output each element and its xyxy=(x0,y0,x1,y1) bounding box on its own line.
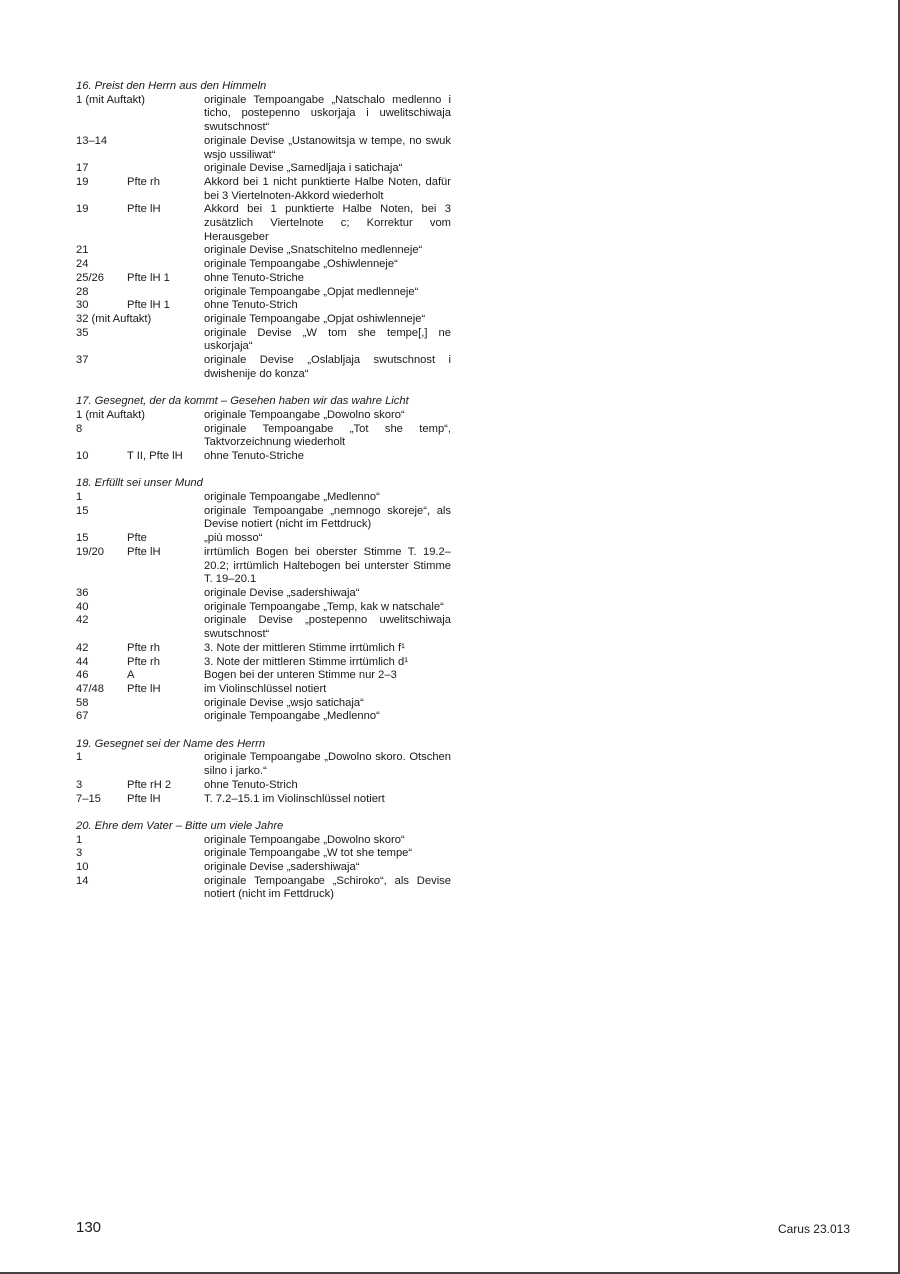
remark-text: originale Tempoangabe „nemnogo skoreje“, als Devise notiert (nicht im Fettdruck) xyxy=(204,504,451,531)
report-entry xyxy=(76,423,451,450)
voice-part: Pfte lH xyxy=(127,792,161,805)
report-entry xyxy=(76,176,451,203)
bar-number: 15 xyxy=(76,504,89,517)
voice-part: Pfte rh xyxy=(127,655,160,668)
report-entry xyxy=(76,313,451,327)
bar-number: 7–15 xyxy=(76,792,101,805)
bar-number: 19 xyxy=(76,203,89,216)
voice-part xyxy=(127,847,204,861)
voice-part xyxy=(127,258,204,272)
bar-number: 3 xyxy=(76,778,83,791)
voice-part xyxy=(127,354,204,381)
bar-number: 28 xyxy=(76,285,89,298)
remark-text: originale Devise „Samedljaja i satichaja“ xyxy=(204,162,403,175)
voice-part: Pfte rh xyxy=(127,175,160,188)
report-entry xyxy=(76,642,451,656)
bar-number: 10 xyxy=(76,861,89,874)
remark-text: im Violinschlüssel notiert xyxy=(204,682,327,695)
remark-text: originale Devise „postepenno uwelitschiwaja swutschnost“ xyxy=(204,614,451,641)
report-entry xyxy=(76,601,451,615)
voice-part: Pfte lH xyxy=(127,203,161,216)
remark-text: ohne Tenuto-Striche xyxy=(204,271,304,284)
voice-part: Pfte lH xyxy=(127,545,161,558)
remark-text: originale Tempoangabe „Oshiwlenneje“ xyxy=(204,258,398,271)
report-entry xyxy=(76,875,451,902)
remark-text: T. 7.2–15.1 im Violinschlüssel notiert xyxy=(204,792,385,805)
report-entry xyxy=(76,656,451,670)
report-entry xyxy=(76,327,451,354)
remark-text: irrtümlich Bogen bei oberster Stimme T. 19.2–20.2; irrtümlich Haltebogen bei unterster Stimme T. 19–20.1 xyxy=(204,545,451,586)
voice-part: Pfte rh xyxy=(127,641,160,654)
report-entry xyxy=(76,697,451,711)
voice-part: T II, Pfte lH xyxy=(127,449,183,462)
bar-number: 32 (mit Auftakt) xyxy=(76,312,152,325)
remark-text: originale Tempoangabe „Schiroko“, als Devise notiert (nicht im Fettdruck) xyxy=(204,874,451,901)
bar-number: 13–14 xyxy=(76,134,108,147)
bar-number: 17 xyxy=(76,162,89,175)
report-section xyxy=(76,738,451,807)
bar-number: 47/48 xyxy=(76,682,104,695)
bar-number: 10 xyxy=(76,449,89,462)
voice-part xyxy=(127,423,204,450)
bar-number: 42 xyxy=(76,641,89,654)
voice-part xyxy=(127,587,204,601)
remark-text: originale Tempoangabe „Medlenno“ xyxy=(204,710,380,723)
voice-part xyxy=(127,244,204,258)
remark-text: Akkord bei 1 punktierte Halbe Noten, bei 3 zusätzlich Viertelnote c; Korrektur vom Herausgeber xyxy=(204,203,451,243)
section-heading: 16. Preist den Herrn aus den Himmeln xyxy=(76,80,267,92)
remark-text: Akkord bei 1 nicht punktierte Halbe Noten, dafür bei 3 Viertelnoten-Akkord wiederholt xyxy=(204,175,451,202)
bar-number: 3 xyxy=(76,847,83,860)
remark-text: originale Devise „W tom she tempe[,] ne uskorjaja“ xyxy=(204,326,451,353)
report-section xyxy=(76,80,451,381)
remark-text: originale Devise „sadershiwaja“ xyxy=(204,586,360,599)
report-entry xyxy=(76,834,451,848)
report-section xyxy=(76,395,451,464)
voice-part: Pfte lH xyxy=(127,682,161,695)
remark-text: originale Tempoangabe „Opjat medlenneje“ xyxy=(204,285,419,298)
section-heading: 19. Gesegnet sei der Name des Herrn xyxy=(76,737,266,750)
bar-number: 36 xyxy=(76,586,89,599)
report-entry xyxy=(76,751,451,778)
voice-part xyxy=(127,834,204,848)
report-section xyxy=(76,820,451,902)
remark-text: originale Devise „wsjo satichaja“ xyxy=(204,696,364,709)
report-entry xyxy=(76,546,451,587)
section-heading: 18. Erfüllt sei unser Mund xyxy=(76,477,203,490)
report-entry xyxy=(76,354,451,381)
bar-number: 1 (mit Auftakt) xyxy=(76,93,146,106)
report-entry xyxy=(76,244,451,258)
bar-number: 21 xyxy=(76,244,89,257)
bar-number: 1 xyxy=(76,833,83,846)
voice-part xyxy=(127,505,204,532)
bar-number: 1 (mit Auftakt) xyxy=(76,408,146,421)
voice-part xyxy=(127,135,204,162)
report-entry xyxy=(76,683,451,697)
remark-text: originale Tempoangabe „Opjat oshiwlenneje“ xyxy=(204,312,426,325)
remark-text: ohne Tenuto-Strich xyxy=(204,299,298,312)
remark-text: originale Tempoangabe „Dowolno skoro“ xyxy=(204,833,405,846)
report-entry xyxy=(76,491,451,505)
bar-number: 58 xyxy=(76,696,89,709)
report-entry xyxy=(76,162,451,176)
bar-number: 19 xyxy=(76,175,89,188)
bar-number: 19/20 xyxy=(76,545,104,558)
remark-text: 3. Note der mittleren Stimme irrtümlich d¹ xyxy=(204,655,408,668)
bar-number: 15 xyxy=(76,532,89,545)
bar-number: 67 xyxy=(76,710,89,723)
report-entry xyxy=(76,94,451,135)
voice-part xyxy=(127,697,204,711)
remark-text: originale Devise „Ustanowitsja w tempe, no swuk wsjo ussiliwat“ xyxy=(204,134,451,161)
voice-part: Pfte lH 1 xyxy=(127,299,170,312)
bar-number: 14 xyxy=(76,874,89,887)
report-entry xyxy=(76,614,451,641)
bar-number: 35 xyxy=(76,326,89,339)
report-entry xyxy=(76,135,451,162)
voice-part xyxy=(127,614,204,641)
remark-text: originale Tempoangabe „Natschalo medlenno i ticho, postepenno uskorjaja i uwelitschiwaja swutschnost“ xyxy=(204,93,451,134)
report-entry xyxy=(76,793,451,807)
remark-text: originale Tempoangabe „Temp, kak w natschale“ xyxy=(204,600,444,613)
voice-part xyxy=(127,751,204,778)
report-entry xyxy=(76,669,451,683)
remark-text: originale Tempoangabe „Dowolno skoro“ xyxy=(204,408,405,421)
voice-part xyxy=(127,491,204,505)
remark-text: originale Devise „sadershiwaja“ xyxy=(204,861,360,874)
voice-part: A xyxy=(127,669,135,682)
remark-text: 3. Note der mittleren Stimme irrtümlich f¹ xyxy=(204,641,405,654)
page-number: 130 xyxy=(76,1219,102,1236)
remark-text: originale Tempoangabe „Tot she temp“, Taktvorzeichnung wiederholt xyxy=(204,422,451,449)
report-entry xyxy=(76,299,451,313)
bar-number: 8 xyxy=(76,422,83,435)
voice-part: Pfte rH 2 xyxy=(127,778,172,791)
critical-report xyxy=(76,80,451,916)
bar-number: 42 xyxy=(76,614,89,627)
report-entry xyxy=(76,861,451,875)
voice-part xyxy=(127,875,204,902)
report-entry xyxy=(76,409,451,423)
remark-text: ohne Tenuto-Strich xyxy=(204,778,298,791)
bar-number: 44 xyxy=(76,655,89,668)
report-entry xyxy=(76,203,451,244)
publisher-reference: Carus 23.013 xyxy=(777,1222,850,1236)
report-entry xyxy=(76,847,451,861)
section-heading: 20. Ehre dem Vater – Bitte um viele Jahre xyxy=(76,819,284,832)
bar-number: 37 xyxy=(76,354,89,367)
remark-text: originale Devise „Snatschitelno medlenneje“ xyxy=(204,244,423,257)
bar-number: 24 xyxy=(76,258,89,271)
remark-text: ohne Tenuto-Striche xyxy=(204,449,304,462)
report-entry xyxy=(76,710,451,724)
voice-part: Pfte xyxy=(127,532,147,545)
remark-text: originale Tempoangabe „W tot she tempe“ xyxy=(204,847,413,860)
report-section xyxy=(76,477,451,724)
report-entry xyxy=(76,450,451,464)
voice-part xyxy=(127,861,204,875)
voice-part xyxy=(127,601,204,615)
bar-number: 1 xyxy=(76,491,83,504)
voice-part xyxy=(127,327,204,354)
bar-number: 40 xyxy=(76,600,89,613)
remark-text: originale Devise „Oslabljaja swutschnost i dwishenije do konza“ xyxy=(204,354,451,380)
voice-part xyxy=(127,710,204,724)
voice-part: Pfte lH 1 xyxy=(127,271,170,284)
bar-number: 46 xyxy=(76,669,89,682)
remark-text: originale Tempoangabe „Medlenno“ xyxy=(204,491,380,504)
remark-text: Bogen bei der unteren Stimme nur 2–3 xyxy=(204,669,397,682)
bar-number: 1 xyxy=(76,751,83,764)
bar-number: 25/26 xyxy=(76,271,104,284)
report-entry xyxy=(76,505,451,532)
report-entry xyxy=(76,258,451,272)
report-entry xyxy=(76,532,451,546)
report-entry xyxy=(76,272,451,286)
bar-number: 30 xyxy=(76,299,89,312)
remark-text: „più mosso“ xyxy=(204,532,263,545)
report-entry xyxy=(76,587,451,601)
voice-part xyxy=(127,162,204,176)
voice-part xyxy=(127,286,204,300)
report-entry xyxy=(76,286,451,300)
report-entry xyxy=(76,779,451,793)
section-heading: 17. Gesegnet, der da kommt – Gesehen haben wir das wahre Licht xyxy=(76,395,409,408)
remark-text: originale Tempoangabe „Dowolno skoro. Otschen silno i jarko.“ xyxy=(204,751,451,778)
